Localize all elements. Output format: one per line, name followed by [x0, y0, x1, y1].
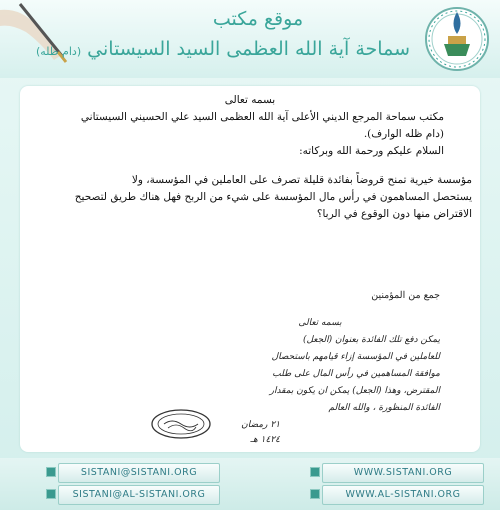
answer-basmala: بسمه تعالى — [298, 318, 342, 328]
email-link-al-sistani-org[interactable]: SISTANI@AL-SISTANI.ORG — [58, 485, 220, 505]
office-seal-stamp — [150, 408, 212, 440]
website-link-al-sistani-org[interactable]: WWW.AL-SISTANI.ORG — [322, 485, 484, 505]
letter-greeting: السلام عليكم ورحمة الله وبركاته: — [299, 145, 444, 157]
question-line2: يستحصل المساهمون في رأس مال المؤسسة على شيء من الربح فهل هناك طريق لتصحيح — [74, 191, 472, 203]
question-line3: الاقتراض منها دون الوقوع في الربا؟ — [316, 208, 472, 220]
letter-to-line2: (دام ظله الوارف). — [363, 128, 444, 140]
site-logo[interactable] — [424, 6, 490, 72]
answer-line1: يمكن دفع تلك الفائدة بعنوان (الجعل) — [302, 335, 440, 345]
site-footer — [0, 458, 500, 510]
question-letter — [28, 92, 472, 223]
answer-date-day: ٢١ رمضان — [241, 420, 280, 430]
letter-sender: جمع من المؤمنين — [371, 290, 440, 301]
email-link-sistani-org[interactable]: SISTANI@SISTANI.ORG — [58, 463, 220, 483]
bullet-icon — [46, 489, 56, 499]
site-header — [0, 0, 500, 78]
answer-date-year: ١٤٢٤ هـ — [250, 435, 280, 445]
site-title-text: سماحة آية الله العظمى السيد السيستاني — [87, 38, 410, 60]
letter-to-line1: مكتب سماحة المرجع الديني الأعلى آية الله العظمى السيد علي الحسيني السيستاني — [80, 111, 444, 123]
handwritten-answer — [140, 315, 440, 417]
answer-line4: المقترض، وهذا (الجعل) يمكن ان يكون بمقدار — [269, 386, 440, 396]
site-title-line1: موقع مكتب — [212, 8, 304, 30]
answer-line2: للعاملين في المؤسسة إزاء قيامهم باستحصال — [271, 352, 440, 362]
website-link-sistani-org[interactable]: WWW.SISTANI.ORG — [322, 463, 484, 483]
bullet-icon — [46, 467, 56, 477]
letter-basmala: بسمه تعالى — [224, 94, 276, 106]
answer-line3: موافقة المساهمين في رأس المال على طلب — [272, 369, 440, 379]
question-line1: مؤسسة خيرية تمنح قروضاً بفائدة قليلة تصرف على العاملين في المؤسسة، ولا — [131, 174, 472, 186]
bullet-icon — [310, 467, 320, 477]
bullet-icon — [310, 489, 320, 499]
answer-date — [210, 418, 280, 448]
letter-question — [28, 172, 472, 223]
site-title-suffix: (دام ظله) — [35, 45, 82, 58]
site-title-line2 — [35, 38, 410, 60]
answer-line5: الفائدة المنظورة ، والله العالم — [328, 403, 440, 413]
